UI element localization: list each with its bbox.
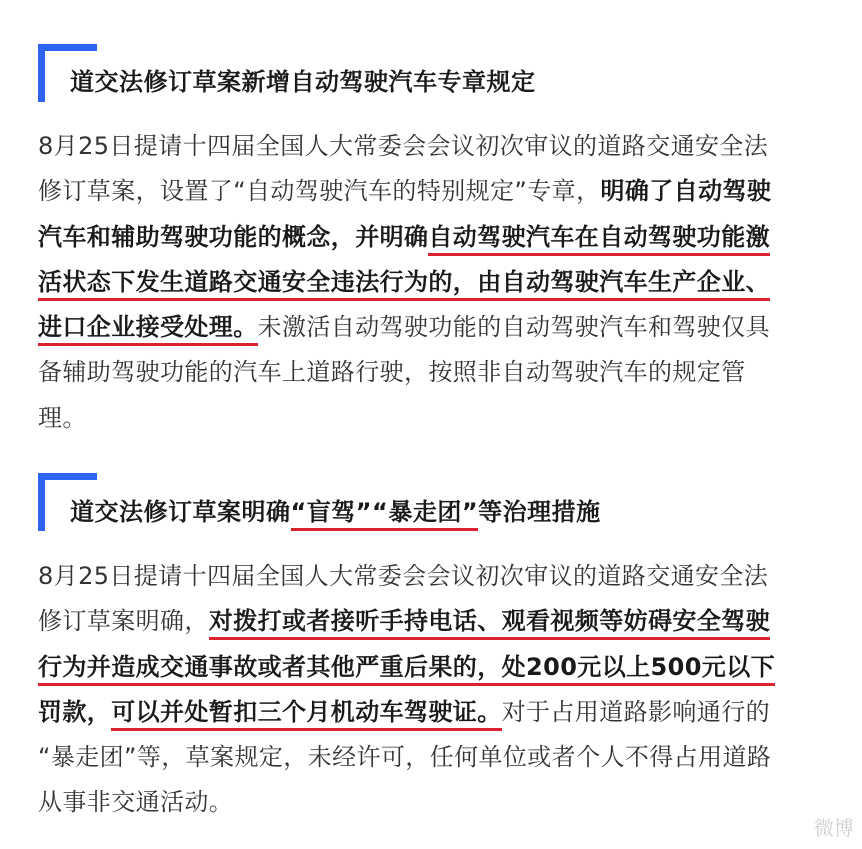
text-span: 修订草案明确， bbox=[38, 607, 209, 636]
text-line bbox=[38, 305, 828, 350]
heading-bracket-icon bbox=[38, 473, 52, 531]
section-body bbox=[38, 554, 828, 826]
text-span: 8月25日提请十四届全国人大常委会会议初次审议的道路交通安全法 bbox=[38, 562, 769, 590]
text-line bbox=[38, 599, 828, 644]
bold-text: 罚款， bbox=[38, 697, 112, 726]
text-span: 对于占用道路影响通行的 bbox=[501, 697, 771, 726]
section-heading: 道交法修订草案新增自动驾驶汽车专章规定 bbox=[70, 68, 536, 96]
underlined-bold-text: 自动驾驶汽车在自动驾驶功能激 bbox=[428, 223, 770, 256]
underlined-heading-text: “暴走团” bbox=[372, 498, 478, 531]
text-line bbox=[38, 645, 828, 690]
underlined-bold-text: 对拨打或者接听手持电话、观看视频等妨碍安全驾驶 bbox=[209, 607, 770, 640]
text-line bbox=[38, 350, 828, 395]
text-span: “暴走团”等，草案规定，未经许可，任何单位或者个人不得占用道路 bbox=[38, 743, 772, 772]
text-line bbox=[38, 690, 828, 735]
text-line bbox=[38, 780, 828, 825]
text-line bbox=[38, 124, 828, 169]
text-line bbox=[38, 554, 828, 599]
text-span: 未激活自动驾驶功能的自动驾驶汽车和驾驶仅具 bbox=[257, 313, 771, 342]
text-line bbox=[38, 260, 828, 305]
text-span: 修订草案，设置了“自动驾驶汽车的特别规定”专章， bbox=[38, 177, 601, 206]
text-span: 理。 bbox=[38, 403, 87, 432]
text-line bbox=[38, 169, 828, 214]
text-line bbox=[38, 735, 828, 780]
text-span: 备辅助驾驶功能的汽车上道路行驶，按照非自动驾驶汽车的规定管 bbox=[38, 358, 746, 387]
underlined-bold-text: 行为并造成交通事故或者其他严重后果的，处200元以上500元以下 bbox=[38, 653, 775, 686]
text-span: 8月25日提请十四届全国人大常委会会议初次审议的道路交通安全法 bbox=[38, 132, 769, 160]
section-body bbox=[38, 124, 828, 441]
heading-text: 等治理措施 bbox=[478, 498, 601, 526]
underlined-heading-text: “盲驾” bbox=[291, 498, 373, 531]
text-line bbox=[38, 396, 828, 441]
bold-text: 汽车和辅助驾驶功能的概念，并明确 bbox=[38, 222, 429, 251]
text-span: 从事非交通活动。 bbox=[38, 788, 234, 817]
underlined-bold-text: 可以并处暂扣三个月机动车驾驶证。 bbox=[111, 698, 501, 731]
section-heading bbox=[70, 492, 601, 527]
heading-text: 道交法修订草案明确 bbox=[70, 498, 291, 526]
weibo-watermark: 微博 bbox=[814, 816, 854, 840]
text-line bbox=[38, 215, 828, 260]
heading-bracket-icon bbox=[38, 44, 52, 102]
underlined-bold-text: 进口企业接受处理。 bbox=[38, 313, 258, 346]
underlined-bold-text: 活状态下发生道路交通安全违法行为的，由自动驾驶汽车生产企业、 bbox=[38, 268, 770, 301]
bold-text: 明确了自动驾驶 bbox=[600, 177, 772, 206]
